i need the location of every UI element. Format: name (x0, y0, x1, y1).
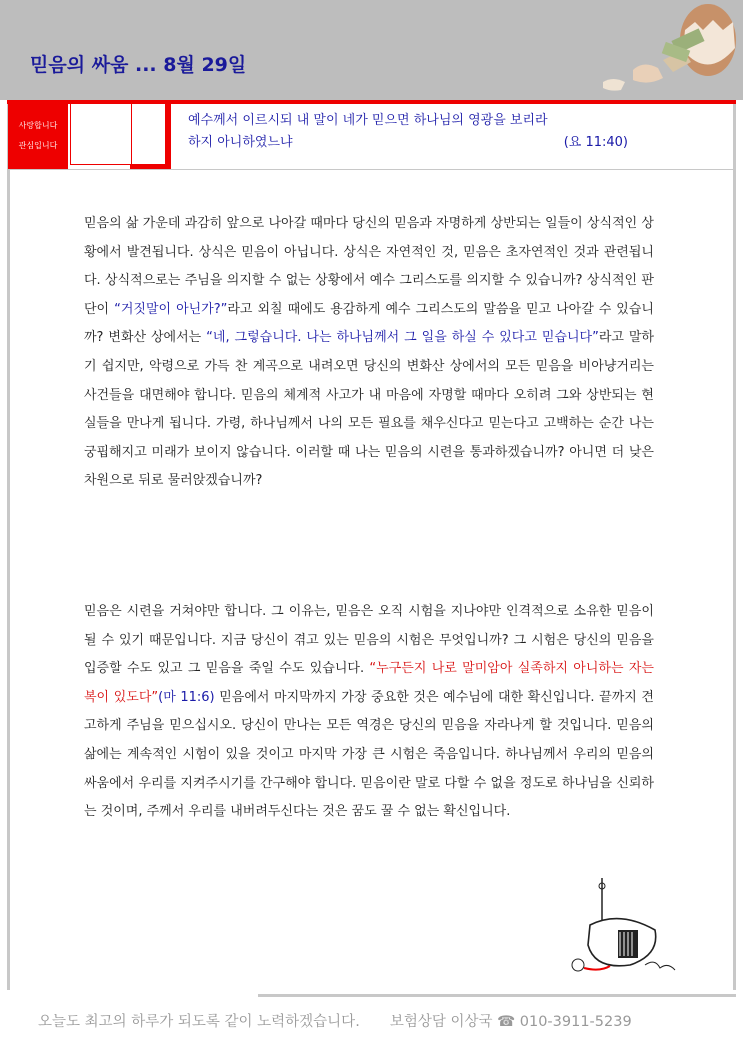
red-strip (165, 103, 171, 169)
header-underline (7, 169, 736, 170)
scripture-verse (188, 110, 658, 154)
right-border (733, 100, 736, 990)
verse-reference: (요 11:40) (563, 135, 628, 150)
p2-reference: (마 11:6) (158, 689, 215, 705)
paragraph-1 (84, 210, 654, 496)
cracked-egg-illustration (513, 0, 743, 100)
header-banner (0, 0, 743, 100)
p2-text-a: 믿음은 시련을 거쳐야만 합니다. 그 이유는, 믿음은 오직 시험을 지나야만 인격적으로 소유한 믿음이 될 수 있기 때문입니다. 지금 당신이 겪고 있는 믿음의 시험은 무엇입니까? 그 시험은 당신의 믿음을 입증할 수도 있고 그 믿음을 죽일 수도 있습니다. (84, 604, 654, 677)
verse-line1: 예수께서 이르시되 내 말이 네가 믿으면 하나님의 영광을 보리라 (188, 113, 548, 128)
footer-contact: 보험상담 이상국 ☎ 010-3911-5239 (389, 1014, 632, 1030)
p1-quote-1: “거짓말이 아닌가?” (114, 301, 228, 317)
footer (38, 1010, 632, 1031)
side-label-line1: 사랑합니다 (18, 121, 58, 130)
side-label-line2: 관심입니다 (18, 141, 58, 150)
p1-text-a: 믿음의 삶 가운데 과감히 앞으로 나아갈 때마다 당신의 믿음과 자명하게 상반되는 일들이 상식적인 상황에서 발견됩니다. 상식은 믿음이 아닙니다. 상식은 자연적인 것, 믿음은 초자연적인 것과 관련됩니다. 상식적으로는 주님을 의지할 수 없는 상황에서 예수 그리스도를 의지할 수 있습니까? 상식적인 판단이 (84, 216, 654, 317)
blank-box (70, 103, 132, 165)
left-border (7, 100, 10, 990)
footer-slogan: 오늘도 최고의 하루가 되도록 같이 노력하겠습니다. (38, 1014, 360, 1030)
p1-text-c: 라고 말하기 쉽지만, 악령으로 가득 찬 계곡으로 내려오면 당신의 변화산 상에서의 모든 믿음을 비아냥거리는 사건들을 대면해야 합니다. 믿음의 체계적 사고가 내 마음에 자명할 때마다 오히려 그와 상반되는 현실들을 만나게 됩니다. 가령, 하나님께서 나의 모든 필요를 채우신다고 믿는다고 고백하는 순간 나는 궁핍해지고 미래가 보이지 않습니다. 이러할 때 나는 믿음의 시련을 통과하겠습니까? 아니면 더 낮은 차원으로 뒤로 물러앉겠습니까? (84, 330, 654, 489)
paragraph-2 (84, 598, 654, 827)
footer-divider (258, 994, 736, 997)
p2-quote: “누구든지 나로 말미암아 실족하지 아니하는 자는 복이 있도다” (84, 661, 654, 705)
p1-quote-2: “네, 그렇습니다. 나는 하나님께서 그 일을 하실 수 있다고 믿습니다” (206, 330, 599, 346)
p2-text-b: 믿음에서 마지막까지 가장 중요한 것은 예수님에 대한 확신입니다. 끝까지 견고하게 주님을 믿으십시오. 당신이 만나는 모든 역경은 당신의 믿음을 자라나게 할 것입니다. 믿음의 삶에는 계속적인 시험이 있을 것이고 마지막 가장 큰 시험은 죽음입니다. 하나님께서 우리의 믿음의 싸움에서 우리를 지켜주시기를 간구해야 합니다. 믿음이란 말로 다할 수 없을 정도로 하나님을 신뢰하는 것이며, 주께서 우리를 내버려두신다는 것은 꿈도 꿀 수 없는 확신입니다. (84, 689, 654, 820)
p1-text-b: 라고 외칠 때에도 용감하게 예수 그리스도의 말씀을 믿고 나아갈 수 있습니까? 변화산 상에서는 (84, 301, 654, 346)
side-label-box (8, 103, 68, 169)
verse-line2: 하지 아니하였느냐 (188, 135, 293, 150)
page-title: 믿음의 싸움 ... 8월 29일 (30, 54, 247, 76)
signature-drawing (560, 870, 680, 980)
